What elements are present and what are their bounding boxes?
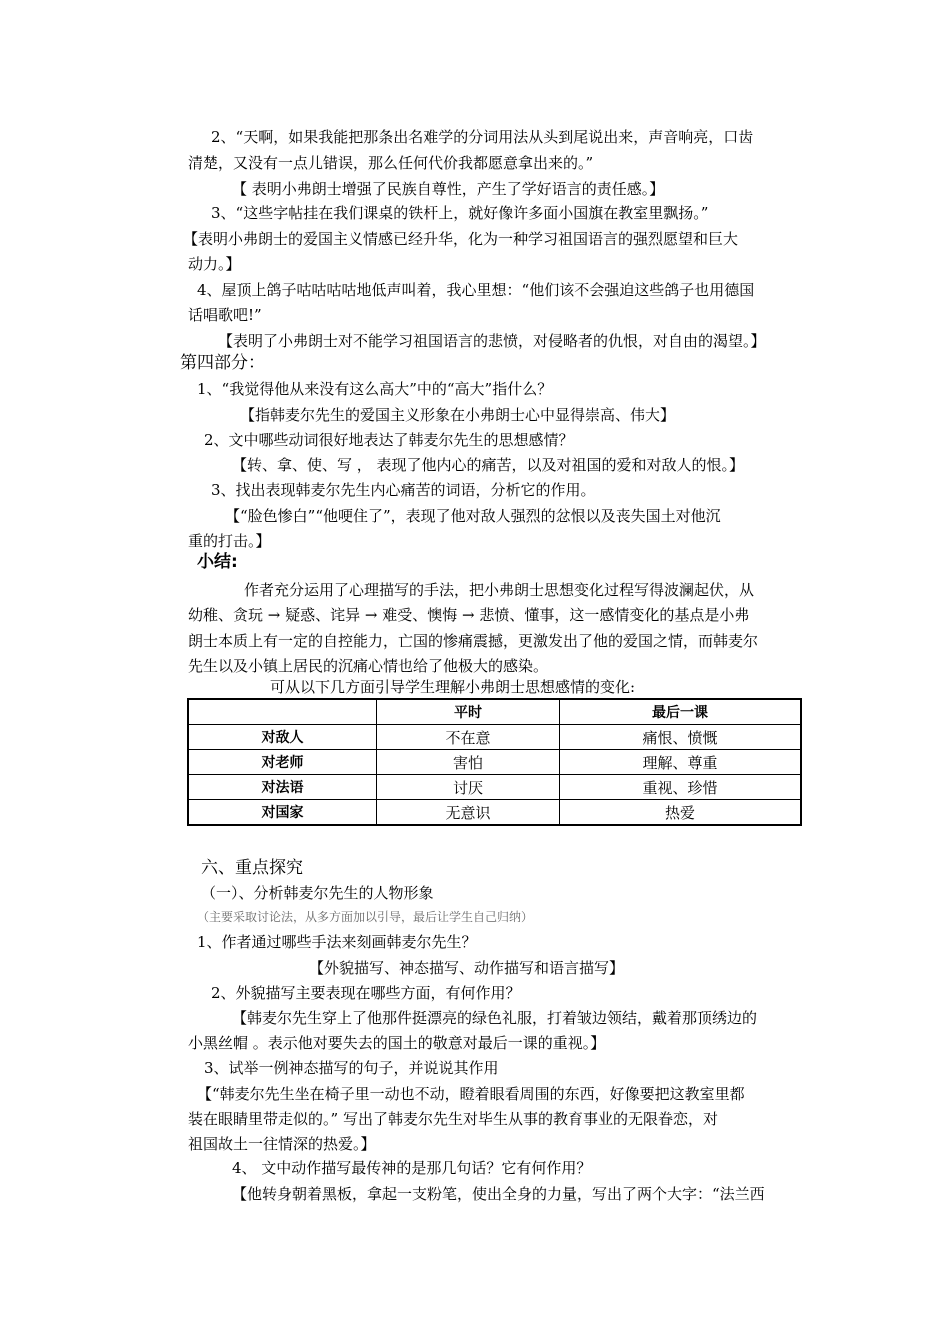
- key-answer-3-line-3: 祖国故土一往情深的热爱。】: [188, 1135, 376, 1153]
- table-row: [188, 725, 801, 750]
- question-2-line-2: 清楚，又没有一点儿错误，那么任何代价我都愿意拿出来的。”: [188, 154, 594, 172]
- table-cell: 热爱: [560, 800, 802, 826]
- table-row: [188, 750, 801, 775]
- section-6-1-heading: （一）、分析韩麦尔先生的人物形象: [201, 884, 434, 902]
- method-note: （主要采取讨论法，从多方面加以引导，最后让学生自己归纳）: [197, 910, 534, 924]
- key-answer-3-line-1: 【“韩麦尔先生坐在椅子里一动也不动，瞪着眼看周围的东西，好像要把这教室里都: [197, 1085, 745, 1103]
- table-header-cell: [188, 699, 377, 725]
- part-4-heading: 第四部分：: [180, 353, 265, 373]
- table-row: [188, 775, 801, 800]
- answer-4: 【表明了小弗朗士对不能学习祖国语言的悲愤，对侵略者的仇恨，对自由的渴望。】: [218, 332, 766, 350]
- comparison-table: [187, 698, 802, 826]
- summary-heading: 小结:: [197, 552, 238, 572]
- part4-answer-2: 【转、拿、使、写 ， 表现了他内心的痛苦，以及对祖国的爱和对敌人的恨。】: [232, 456, 745, 474]
- table-cell: 重视、珍惜: [560, 775, 802, 800]
- table-header-row: [188, 699, 801, 725]
- key-answer-2-line-1: 【韩麦尔先生穿上了他那件挺漂亮的绿色礼服，打着皱边领结，戴着那顶绣边的: [232, 1009, 758, 1027]
- row-label: 对国家: [188, 800, 377, 826]
- key-question-4: 4、 文中动作描写最传神的是那几句话？它有何作用？: [232, 1159, 592, 1177]
- question-4-line-1: 4、屋顶上鸽子咕咕咕咕地低声叫着，我心里想：“他们该不会强迫这些鸽子也用德国: [197, 281, 755, 299]
- key-question-2: 2、外貌描写主要表现在哪些方面，有何作用？: [211, 984, 521, 1002]
- key-question-1: 1、作者通过哪些手法来刻画韩麦尔先生？: [197, 933, 477, 951]
- part4-answer-1: 【指韩麦尔先生的爱国主义形象在小弗朗士心中显得崇高、伟大】: [240, 406, 676, 424]
- table-cell: 害怕: [377, 750, 560, 775]
- table-row: [188, 800, 801, 826]
- part4-question-1: 1、“我觉得他从来没有这么高大”中的“高大”指什么？: [197, 380, 553, 398]
- key-question-3: 3、试举一例神态描写的句子，并说说其作用: [204, 1059, 499, 1077]
- summary-line-2: 幼稚、贪玩 → 疑惑、诧异 → 难受、懊悔 → 悲愤、懂事，这一感情变化的基点是小弗: [188, 606, 750, 624]
- key-answer-4: 【他转身朝着黑板，拿起一支粉笔，使出全身的力量，写出了两个大字：“法兰西: [232, 1185, 765, 1203]
- table-cell: 无意识: [377, 800, 560, 826]
- table-cell: 不在意: [377, 725, 560, 750]
- part4-answer-3-line-1: 【“脸色惨白”“他哽住了”，表现了他对敌人强烈的忿恨以及丧失国土对他沉: [225, 507, 721, 525]
- key-answer-1: 【外貌描写、神态描写、动作描写和语言描写】: [309, 959, 625, 977]
- question-3: 3、“这些字帖挂在我们课桌的铁杆上，就好像许多面小国旗在教室里飘扬。”: [211, 204, 709, 222]
- part4-answer-3-line-2: 重的打击。】: [188, 532, 271, 550]
- key-answer-2-line-2: 小黑丝帽 。表示他对要失去的国土的敬意对最后一课的重视。】: [188, 1034, 606, 1052]
- summary-line-1: 作者充分运用了心理描写的手法，把小弗朗士思想变化过程写得波澜起伏，从: [244, 581, 755, 599]
- row-label: 对老师: [188, 750, 377, 775]
- answer-3-line-1: 【表明小弗朗士的爱国主义情感已经升华，化为一种学习祖国语言的强烈愿望和巨大: [183, 230, 739, 248]
- table-caption: 可从以下几方面引导学生理解小弗朗士思想感情的变化:: [270, 678, 636, 696]
- part4-question-2: 2、文中哪些动词很好地表达了韩麦尔先生的思想感情？: [204, 431, 574, 449]
- answer-3-line-2: 动力。】: [188, 255, 241, 273]
- row-label: 对敌人: [188, 725, 377, 750]
- table-cell: 讨厌: [377, 775, 560, 800]
- table-cell: 痛恨、愤慨: [560, 725, 802, 750]
- answer-2: 【 表明小弗朗士增强了民族自尊性，产生了学好语言的责任感。】: [232, 180, 665, 198]
- table-cell: 理解、尊重: [560, 750, 802, 775]
- summary-line-3: 朗士本质上有一定的自控能力，亡国的惨痛震撼，更激发出了他的爱国之情，而韩麦尔: [188, 632, 759, 650]
- summary-line-4: 先生以及小镇上居民的沉痛心情也给了他极大的感染。: [188, 657, 549, 675]
- table-header-cell: 最后一课: [560, 699, 802, 725]
- section-6-heading: 六、重点探究: [201, 858, 303, 878]
- question-4-line-2: 话唱歌吧!”: [188, 306, 262, 324]
- key-answer-3-line-2: 装在眼睛里带走似的。” 写出了韩麦尔先生对毕生从事的教育事业的无限眷恋，对: [188, 1110, 718, 1128]
- part4-question-3: 3、找出表现韩麦尔先生内心痛苦的词语，分析它的作用。: [211, 481, 596, 499]
- question-2-line-1: 2、“天啊，如果我能把那条出名难学的分词用法从头到尾说出来，声音响亮，口齿: [211, 128, 754, 146]
- table-header-cell: 平时: [377, 699, 560, 725]
- row-label: 对法语: [188, 775, 377, 800]
